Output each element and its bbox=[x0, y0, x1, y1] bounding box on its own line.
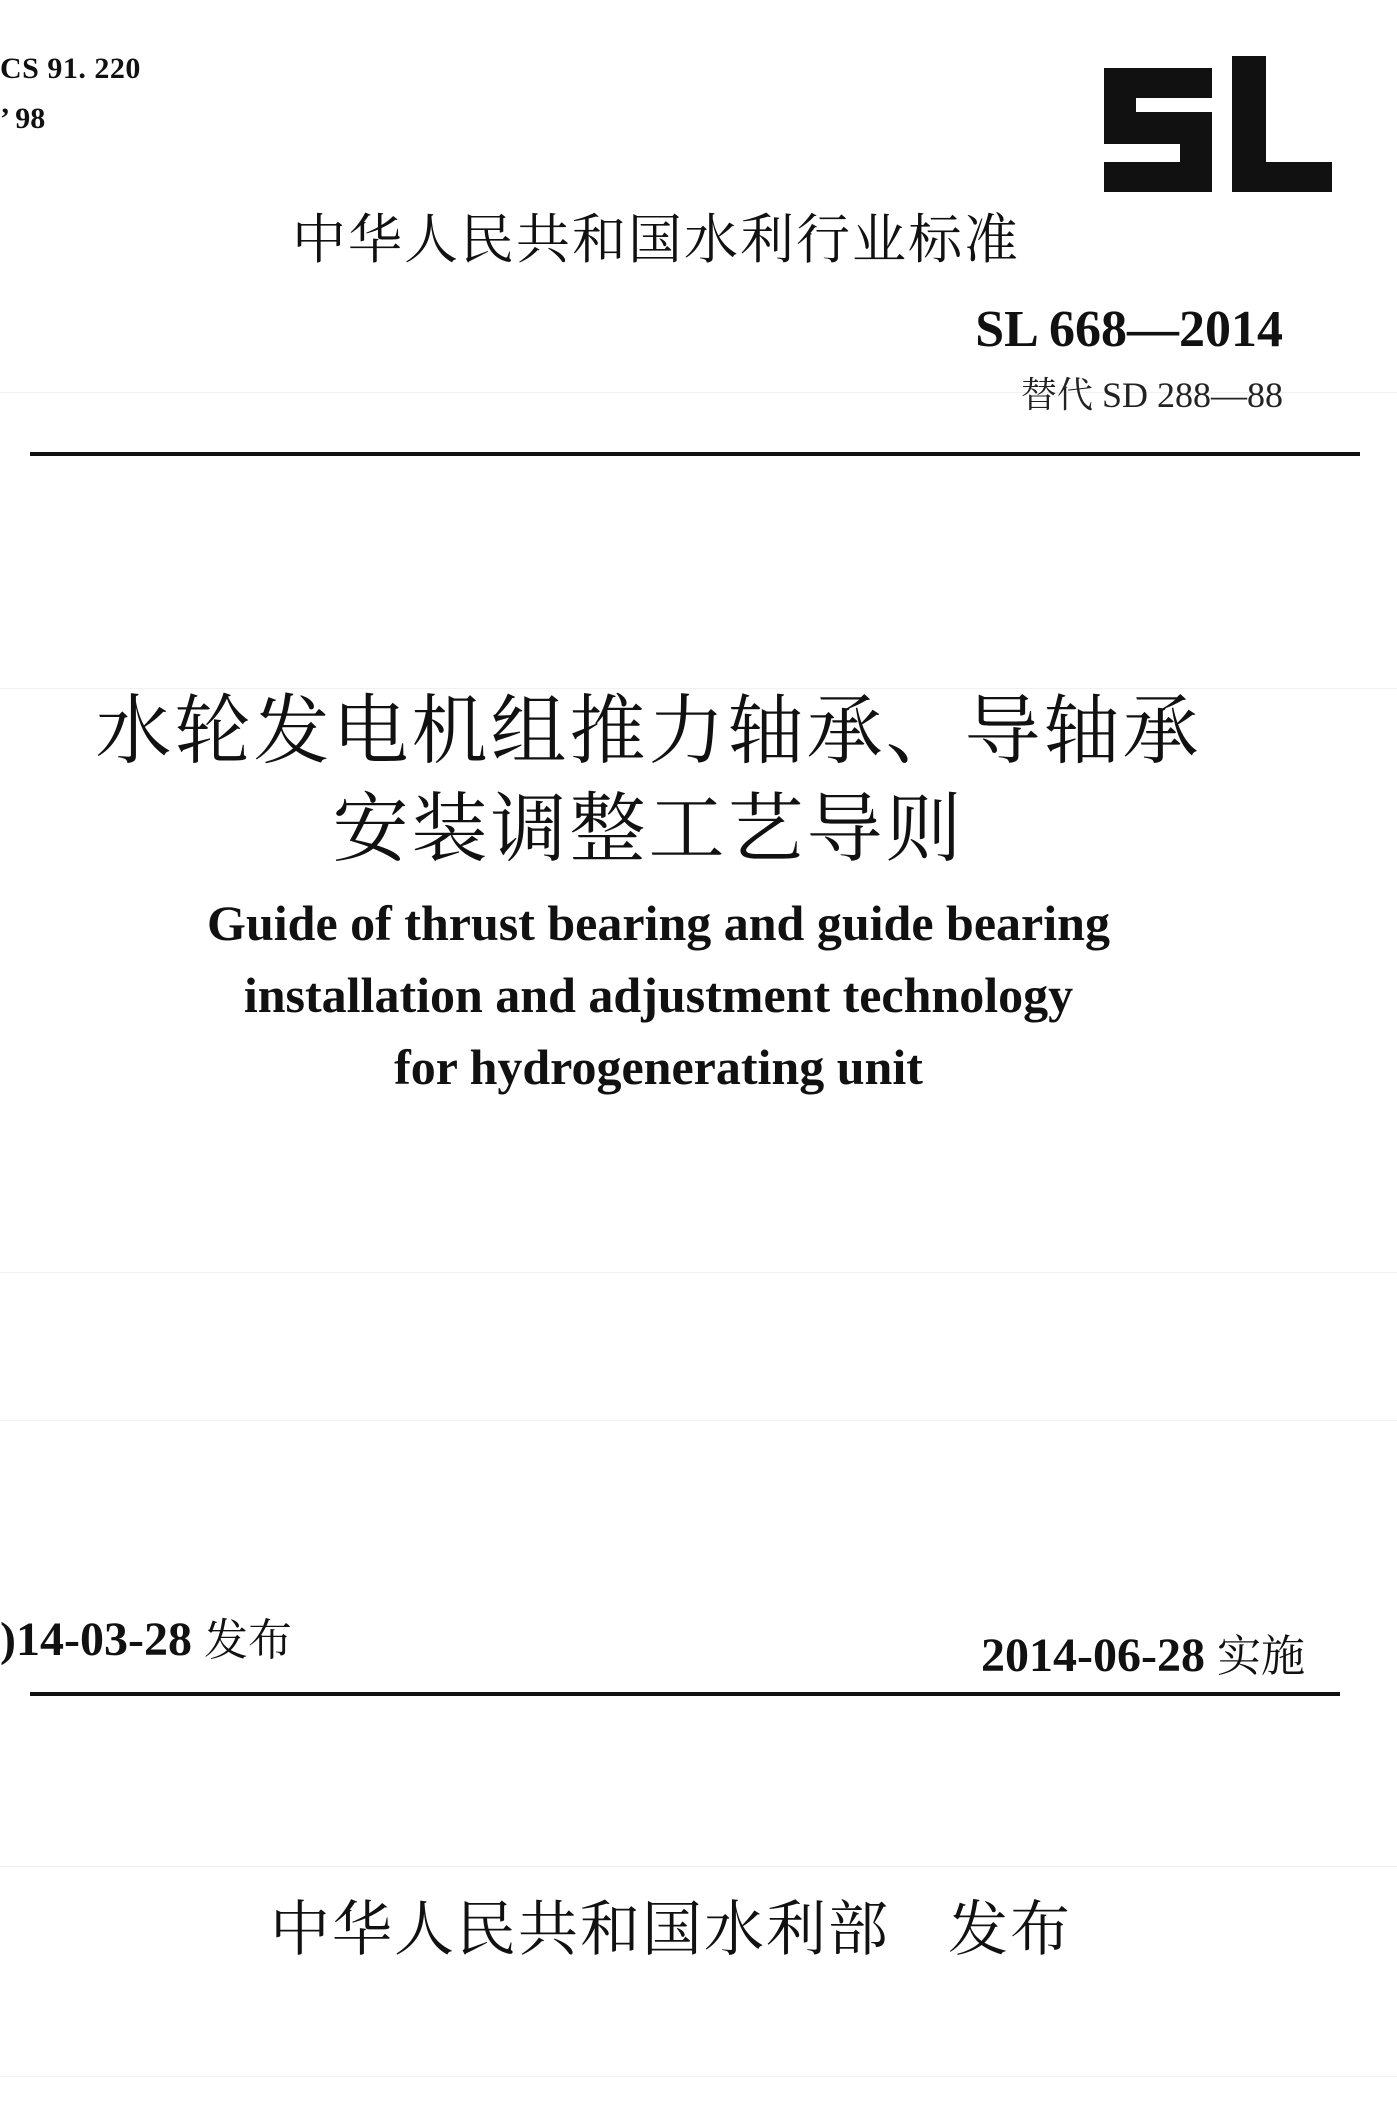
issue-date-block bbox=[0, 1604, 292, 1668]
sl-logo-letter-l bbox=[1232, 56, 1332, 192]
title-en-line-1: Guide of thrust bearing and guide bearing bbox=[207, 895, 1110, 951]
title-en-line-3: for hydrogenerating unit bbox=[394, 1039, 923, 1095]
scan-line bbox=[0, 1272, 1397, 1273]
standard-type: 中华人民共和国水利行业标准 bbox=[292, 208, 1020, 271]
publisher-action: 发布 bbox=[948, 1895, 1072, 1965]
publisher-name: 中华人民共和国水利部 bbox=[270, 1895, 890, 1965]
scan-line bbox=[0, 2076, 1397, 2077]
title-zh-line-1: 水轮发电机组推力轴承、导轴承 bbox=[95, 686, 1202, 775]
implementation-date: 2014-06-28 bbox=[981, 1629, 1205, 1682]
scan-line bbox=[0, 1420, 1397, 1421]
bottom-divider bbox=[30, 1692, 1340, 1696]
publisher-block bbox=[270, 1882, 1072, 1968]
classification-code: ’ 98 bbox=[0, 102, 46, 135]
implementation-date-block bbox=[981, 1620, 1305, 1684]
scan-line bbox=[0, 1866, 1397, 1867]
title-en-line-2: installation and adjustment technology bbox=[243, 967, 1074, 1023]
standard-number: SL 668—2014 bbox=[975, 301, 1283, 358]
sl-logo bbox=[1096, 56, 1334, 196]
title-zh-line-2: 安装调整工艺导则 bbox=[332, 784, 965, 873]
ics-code: CS 91. 220 bbox=[0, 52, 141, 85]
issue-date: )14-03-28 bbox=[0, 1613, 192, 1666]
sl-logo-letter-s bbox=[1104, 68, 1212, 192]
replaces-standard: 替代 SD 288—88 bbox=[1020, 375, 1283, 415]
implementation-label: 实施 bbox=[1217, 1631, 1305, 1682]
issue-label: 发布 bbox=[203, 1615, 292, 1666]
top-divider bbox=[30, 452, 1360, 456]
